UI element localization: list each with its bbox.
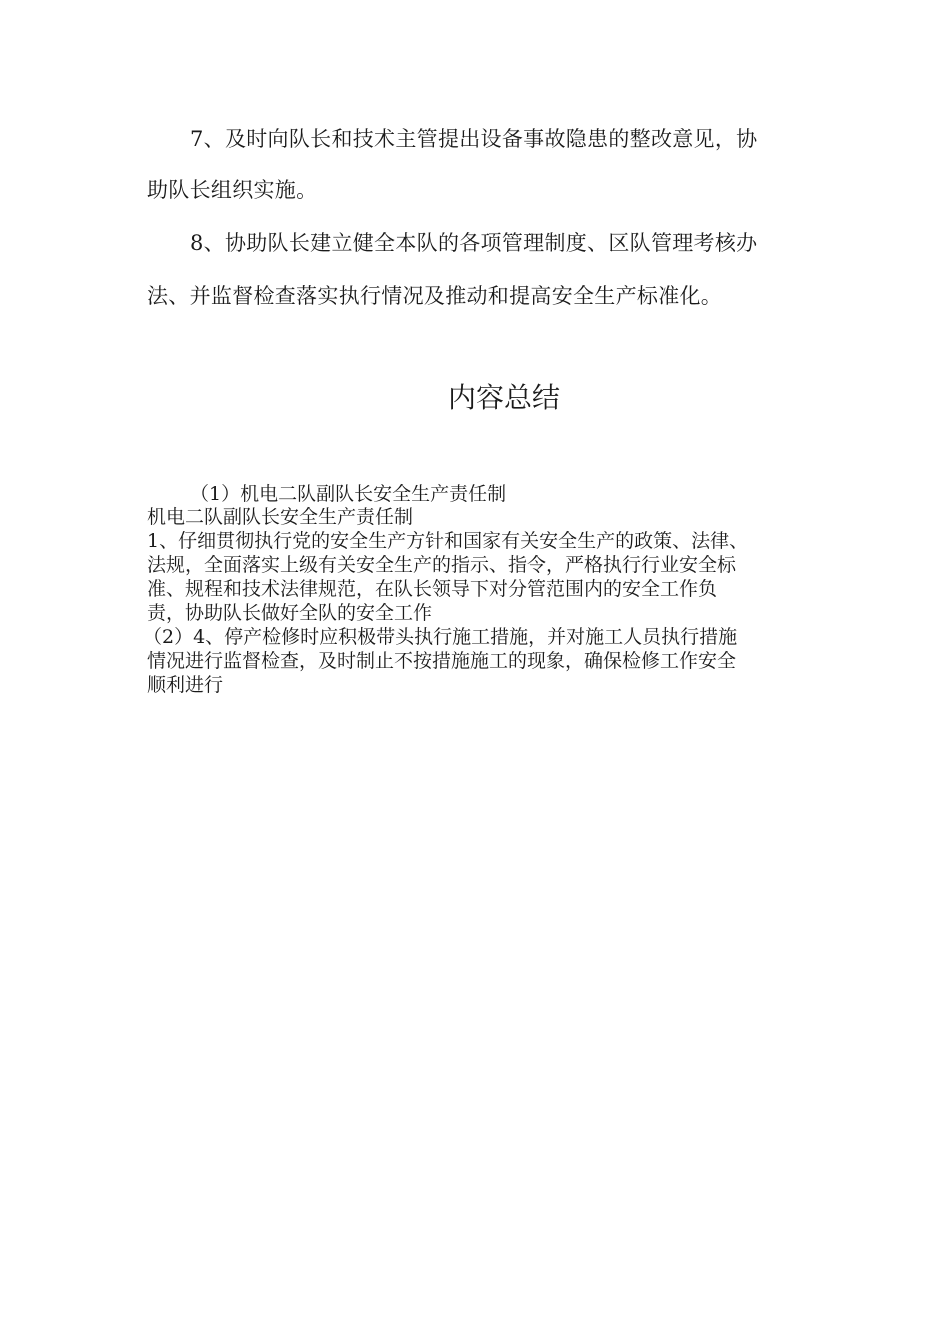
paragraph-line: 7、及时向队长和技术主管提出设备事故隐患的整改意见，协 <box>190 127 758 151</box>
summary-line: 顺利进行 <box>147 674 224 696</box>
summary-line: （1）机电二队副队长安全生产责任制 <box>190 483 507 505</box>
summary-line: 准、规程和技术法律规范，在队长领导下对分管范围内的安全工作负 <box>147 578 718 600</box>
summary-line: 情况进行监督检查，及时制止不按措施施工的现象，确保检修工作安全 <box>147 650 737 672</box>
summary-line: 1、仔细贯彻执行党的安全生产方针和国家有关安全生产的政策、法律、 <box>147 530 749 552</box>
summary-line: 法规，全面落实上级有关安全生产的指示、指令，严格执行行业安全标 <box>147 554 737 576</box>
summary-line: （2）4、停产检修时应积极带头执行施工措施，并对施工人员执行措施 <box>143 626 738 648</box>
summary-line: 机电二队副队长安全生产责任制 <box>147 506 414 528</box>
paragraph-line: 8、协助队长建立健全本队的各项管理制度、区队管理考核办 <box>190 231 758 255</box>
summary-line: 责，协助队长做好全队的安全工作 <box>147 602 433 624</box>
paragraph-line: 助队长组织实施。 <box>147 178 318 202</box>
paragraph-line: 法、并监督检查落实执行情况及推动和提高安全生产标准化。 <box>147 284 723 308</box>
summary-title: 内容总结 <box>447 381 560 414</box>
